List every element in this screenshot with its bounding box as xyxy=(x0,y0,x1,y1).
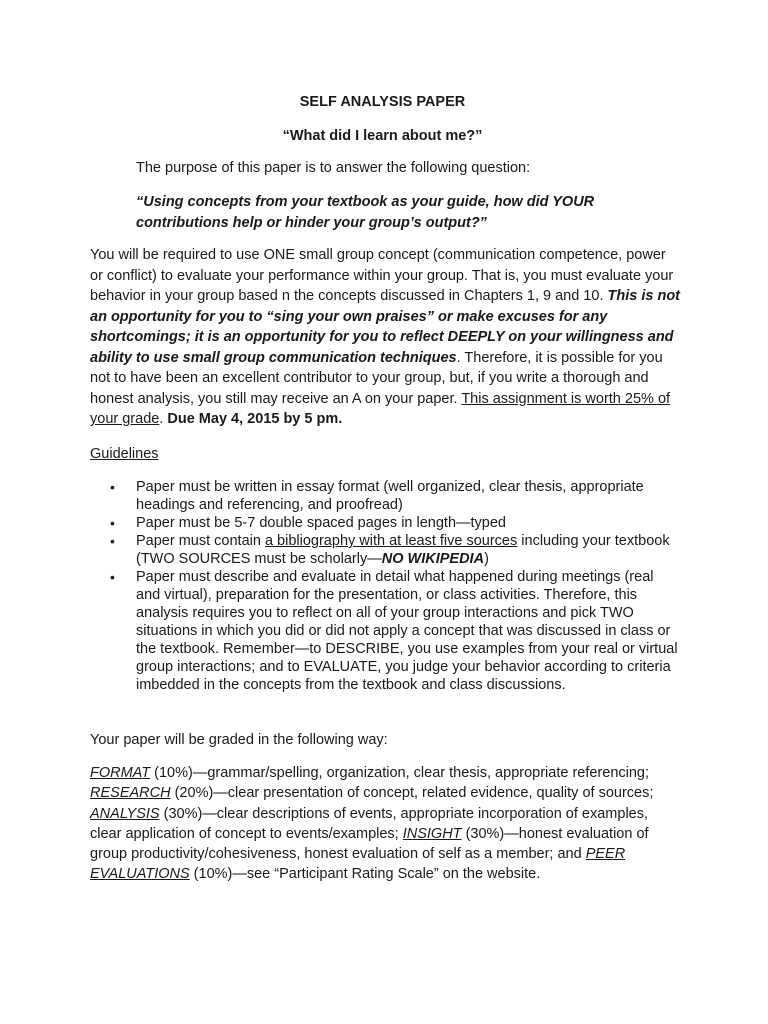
guideline-bibliography: a bibliography with at least five sources xyxy=(264,533,518,549)
bullet-icon: • xyxy=(110,533,115,549)
guideline-text: Paper must be written in essay format (well organized, clear thesis, appropriate headings and referencing, and proofread) xyxy=(136,479,644,513)
bullet-icon: • xyxy=(110,479,115,495)
criterion-text: (10%)—see “Participant Rating Scale” on the website. xyxy=(189,866,541,883)
due-date: Due May 4, 2015 by 5 pm. xyxy=(167,411,343,427)
criterion-text: (20%)—clear presentation of concept, related evidence, quality of sources; xyxy=(170,785,654,802)
guidelines-heading: Guidelines xyxy=(90,446,159,462)
guideline-text: ) xyxy=(484,551,489,567)
bullet-icon: • xyxy=(110,515,115,531)
grade-weight-period: . xyxy=(159,411,168,427)
bullet-icon: • xyxy=(110,569,115,585)
guiding-question: “Using concepts from your textbook as your guide, how did YOUR contributions help or hinder your group’s output?” xyxy=(136,194,595,231)
guidelines-list xyxy=(90,478,680,694)
list-item xyxy=(90,478,680,514)
grading-intro: Your paper will be graded in the following way: xyxy=(90,732,388,748)
purpose-statement: The purpose of this paper is to answer the following question: xyxy=(136,160,531,176)
criterion-text: (30%)—honest evaluation of group productivity/cohesiveness, honest evaluation of self as a member; and xyxy=(90,825,649,863)
intro-text: You will be required to use ONE small group concept (communication competence, power or conflict) to evaluate your performance within your group. That is, you must evaluate your behavior in your group based n the concepts discussed in Chapters 1, 9 and 10. xyxy=(90,247,674,304)
guideline-text: Paper must contain xyxy=(136,533,265,549)
guideline-text: including your textbook (TWO SOURCES must be scholarly— xyxy=(136,533,670,567)
document-title: SELF ANALYSIS PAPER xyxy=(299,94,466,110)
intro-text-2: Therefore, it is possible for you not to have been an excellent contributor to your group, but, if you write a thorough and honest analysis, you still may receive an A on your paper. xyxy=(90,349,663,407)
intro-paragraph xyxy=(90,245,680,430)
list-item xyxy=(90,532,680,568)
criterion-research: RESEARCH xyxy=(90,785,171,802)
guideline-text: Paper must be 5-7 double spaced pages in length—typed xyxy=(136,515,506,531)
grading-criteria xyxy=(90,763,680,885)
criterion-insight: INSIGHT xyxy=(402,825,462,842)
list-item xyxy=(90,568,680,694)
criterion-peer-evaluations: PEER EVALUATIONS xyxy=(90,846,626,883)
intro-period: . xyxy=(456,349,461,366)
grade-weight-note: This assignment is worth 25% of your grade xyxy=(90,390,671,427)
criterion-format: FORMAT xyxy=(90,765,151,781)
guideline-no-wikipedia: NO WIKIPEDIA xyxy=(381,551,485,567)
document-subtitle: “What did I learn about me?” xyxy=(282,128,483,144)
guideline-text: Paper must describe and evaluate in detail what happened during meetings (real and virtual), preparation for the presentation, or class activities. Therefore, this analysis requires you to reflect on all of your group interactions and pick TWO situations in which you did or did not apply a concept that was discussed in class or the textbook. Remember—to DESCRIBE, you use examples from your real or virtual group interactions; and to EVALUATE, you judge your behavior according to criteria imbedded in the concepts from the textbook and class discussions. xyxy=(136,569,678,693)
criterion-analysis: ANALYSIS xyxy=(90,805,160,822)
criterion-text: (10%)—grammar/spelling, organization, clear thesis, appropriate referencing; xyxy=(150,765,650,781)
list-item xyxy=(90,514,680,532)
intro-emphasis: This is not an opportunity for you to “sing your own praises” or make excuses for any shortcomings; it is an opportunity for you to reflect DEEPLY on your willingness and ability to use small group communication techniques xyxy=(90,288,680,366)
criterion-text: (30%)—clear descriptions of events, appropriate incorporation of examples, clear application of concept to events/examples; xyxy=(90,805,649,842)
